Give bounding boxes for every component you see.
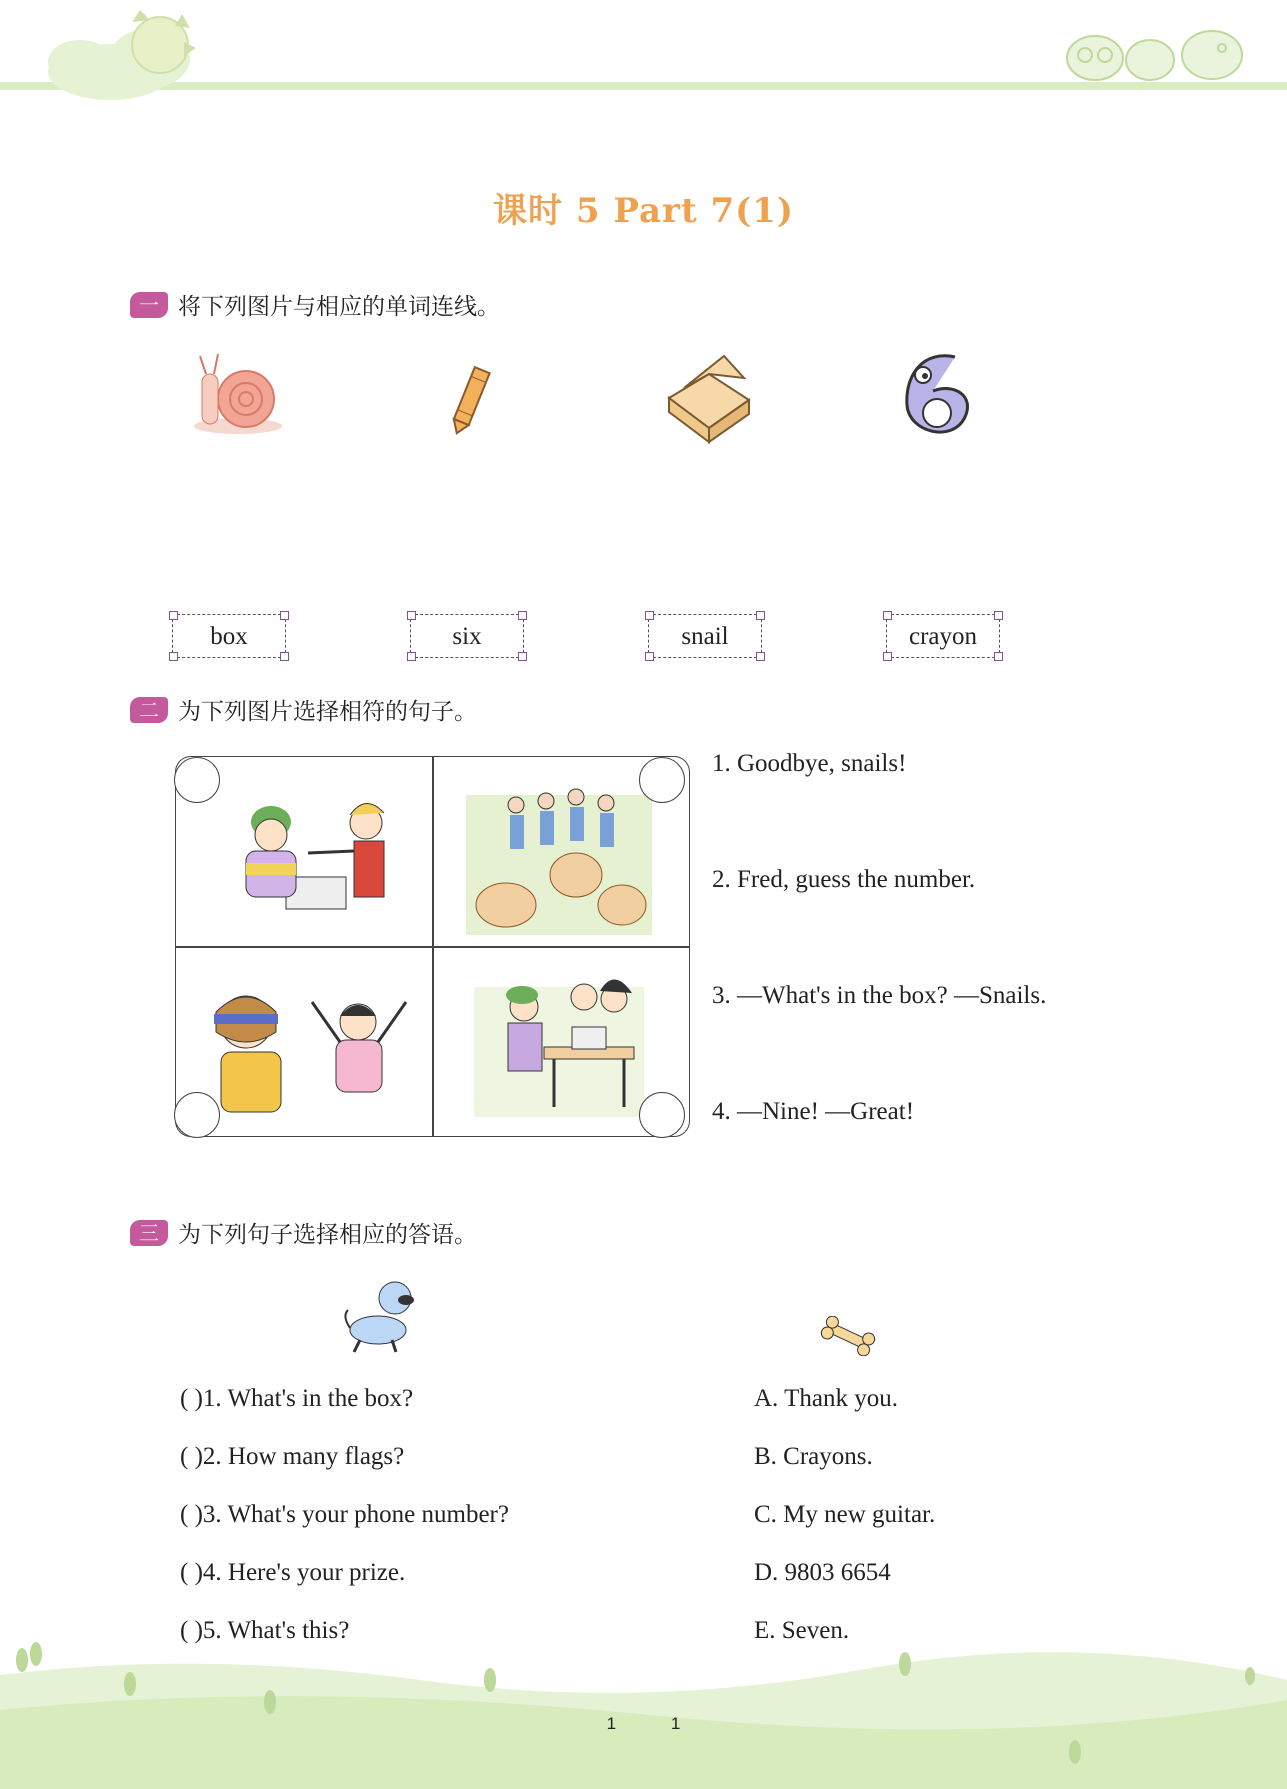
word-box-4 [886, 614, 1000, 658]
box-picture [664, 350, 754, 450]
six-picture [893, 345, 978, 450]
sentence-4: 4. —Nine! —Great! [712, 1098, 915, 1125]
picture-grid [175, 756, 690, 1137]
bone-icon [818, 1316, 878, 1356]
panel-kids-box-image [226, 787, 406, 917]
panel-snails-race-image [466, 775, 652, 935]
section-1-instruction: 将下列图片与相应的单词连线。 [178, 294, 500, 320]
animal-faces-icon [1067, 31, 1242, 80]
section-1-badge: 一 [130, 292, 168, 318]
panel-table-box-image [474, 967, 644, 1117]
question-3[interactable]: ( )3. What's your phone number? [180, 1501, 509, 1528]
dog-icon [340, 1270, 425, 1355]
header-decoration [0, 0, 1287, 120]
crayon-icon [446, 358, 496, 438]
header-banner [0, 0, 1287, 120]
question-1[interactable]: ( )1. What's in the box? [180, 1385, 414, 1412]
crayon-picture [446, 358, 496, 443]
sentence-3: 3. —What's in the box? —Snails. [712, 982, 1047, 1009]
page-number: 1 1 [606, 1714, 681, 1733]
six-icon [893, 345, 978, 445]
answer-c: C. My new guitar. [754, 1501, 936, 1528]
answer-circle-4[interactable] [639, 1092, 685, 1138]
word-label: six [452, 623, 482, 650]
question-5[interactable]: ( )5. What's this? [180, 1617, 350, 1644]
word-box-3 [648, 614, 762, 658]
panel-blindfold-image [186, 962, 426, 1122]
answer-circle-1[interactable] [174, 757, 220, 803]
answer-b: B. Crayons. [754, 1443, 873, 1470]
snail-icon [188, 344, 283, 439]
answer-d: D. 9803 6654 [754, 1559, 891, 1586]
question-4[interactable]: ( )4. Here's your prize. [180, 1559, 406, 1586]
section-2-heading [130, 693, 477, 726]
word-box-1 [172, 614, 286, 658]
section-2-badge: 二 [130, 697, 168, 723]
sentence-2: 2. Fred, guess the number. [712, 866, 976, 893]
answer-e: E. Seven. [754, 1617, 850, 1644]
section-2-instruction: 为下列图片选择相符的句子。 [178, 699, 477, 725]
page-title: 课时 5 Part 7(1) [493, 191, 794, 231]
section-1-heading [130, 288, 500, 321]
section-3-instruction: 为下列句子选择相应的答语。 [178, 1222, 477, 1248]
answer-circle-2[interactable] [639, 757, 685, 803]
section-3-badge: 三 [130, 1220, 168, 1246]
word-label: crayon [908, 623, 978, 650]
question-2[interactable]: ( )2. How many flags? [180, 1443, 405, 1470]
section-3-heading [130, 1216, 477, 1249]
answer-circle-3[interactable] [174, 1092, 220, 1138]
sentence-1: 1. Goodbye, snails! [712, 750, 907, 777]
snail-picture [188, 344, 283, 444]
answer-a: A. Thank you. [754, 1385, 898, 1412]
word-label: snail [681, 623, 729, 650]
word-box-2 [410, 614, 524, 658]
box-icon [664, 350, 754, 445]
word-label: box [210, 623, 248, 650]
